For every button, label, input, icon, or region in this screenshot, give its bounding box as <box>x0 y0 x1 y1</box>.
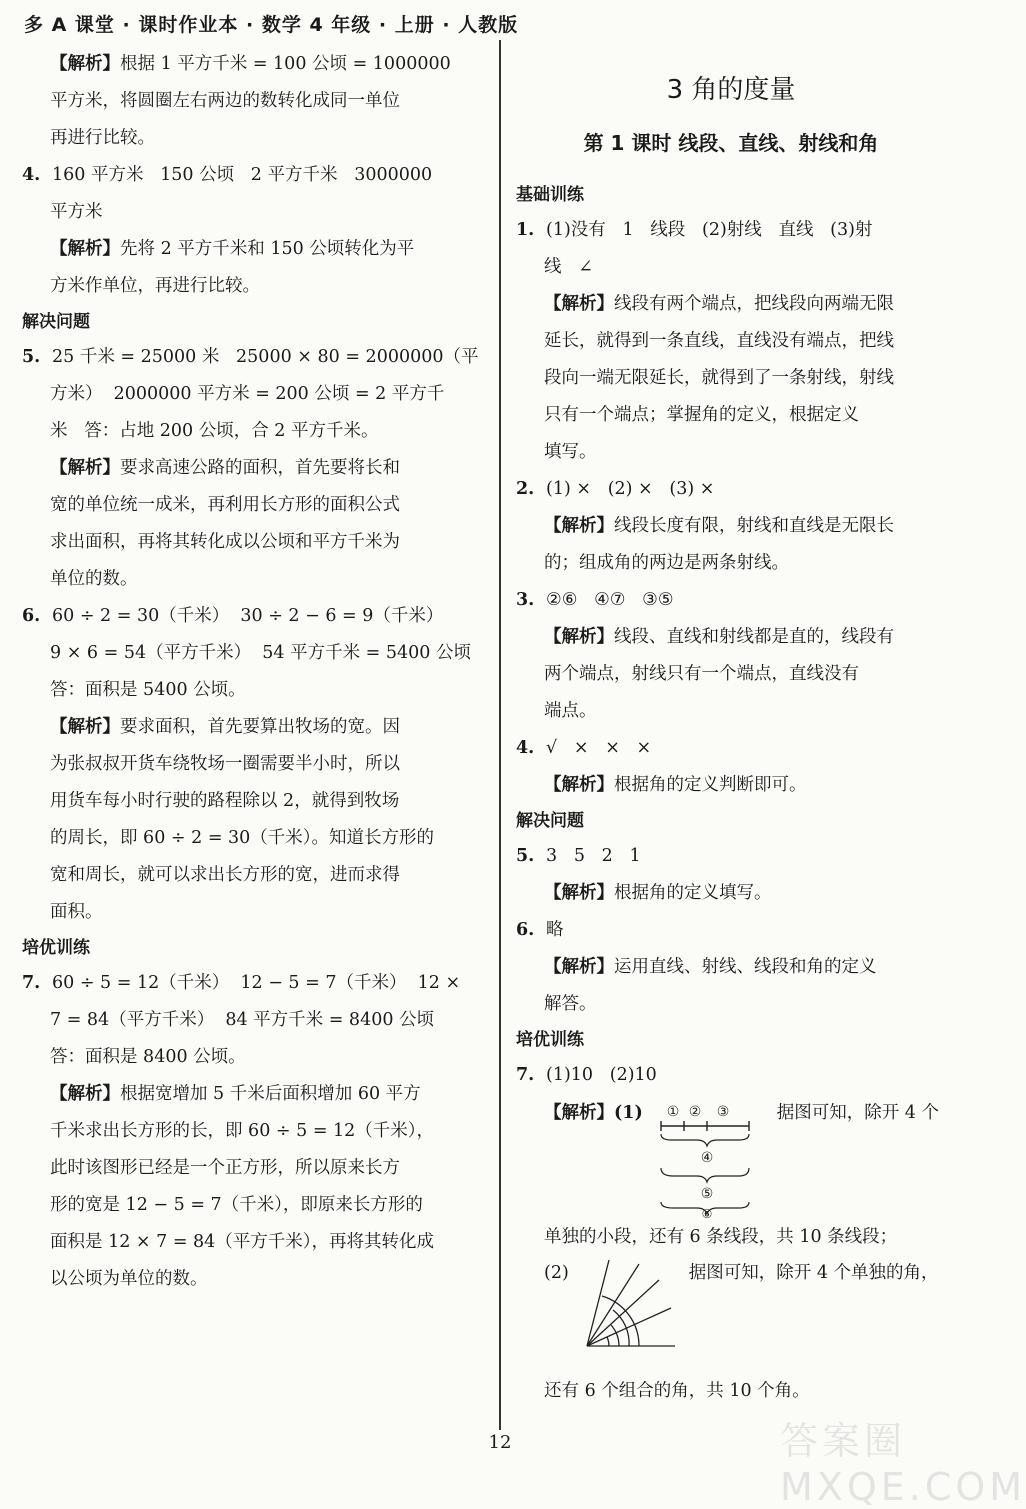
analysis-line <box>516 619 946 656</box>
angle-figure <box>579 1258 679 1358</box>
question-number: 4. <box>516 738 535 758</box>
seg-label-4: ④ <box>700 1150 714 1166</box>
text-line: 单位的数。 <box>50 569 138 589</box>
analysis-line <box>22 1076 474 1113</box>
section-heading: 解决问题 <box>22 312 90 332</box>
text-line: 平方米 <box>50 202 103 222</box>
question-line <box>516 1057 946 1094</box>
analysis-label: 【解析】 <box>544 775 614 795</box>
q7-part1-text: 据图可知，除开 4 个 <box>776 1103 940 1123</box>
q7-part1-after: 单独的小段，还有 6 条线段，共 10 条线段； <box>544 1227 898 1247</box>
text-line: 两个端点，射线只有一个端点，直线没有 <box>544 664 859 684</box>
section-heading: 基础训练 <box>516 185 584 205</box>
question-number: 6. <box>516 920 535 940</box>
text-line: 面积。 <box>50 902 103 922</box>
text-line: 延长，就得到一条直线，直线没有端点，把线 <box>544 331 894 351</box>
segment-figure <box>649 1100 769 1221</box>
text-line: 面积是 12 × 7 = 84（平方千米），再将其转化成 <box>50 1232 435 1252</box>
text-line: 答：面积是 8400 公顷。 <box>50 1047 246 1067</box>
question-line <box>516 838 946 875</box>
answer-text: (1) × (2) × (3) × <box>546 479 715 499</box>
analysis-text: 线段长度有限，射线和直线是无限长 <box>614 516 894 536</box>
text-line: 方米作单位，再进行比较。 <box>50 276 260 296</box>
text-line: 形的宽是 12 − 5 = 7（千米），即原来长方形的 <box>50 1195 423 1215</box>
text-line: 宽和周长，就可以求出长方形的宽，进而求得 <box>50 865 400 885</box>
column-divider <box>499 40 501 1430</box>
question-number: 5. <box>516 846 535 866</box>
text-line: 此时该图形已经是一个正方形，所以原来长方 <box>50 1158 400 1178</box>
section-heading: 培优训练 <box>22 938 90 958</box>
question-line <box>22 965 474 1002</box>
text-line: 以公顷为单位的数。 <box>50 1269 208 1289</box>
answer-text: 3 5 2 1 <box>546 846 641 866</box>
seg-label-6: ⑥ <box>701 1207 713 1221</box>
q7-part1 <box>516 1098 946 1406</box>
right-column-lines <box>516 178 946 1094</box>
text-line: 填写。 <box>544 442 597 462</box>
section-heading: 解决问题 <box>516 811 584 831</box>
question-number: 2. <box>516 479 535 499</box>
analysis-label: 【解析】 <box>50 1084 120 1104</box>
question-number: 1. <box>516 220 535 240</box>
section-heading: 培优训练 <box>516 1030 584 1050</box>
text-line: 用货车每小时行驶的路程除以 2，就得到牧场 <box>50 791 400 811</box>
question-number: 5. <box>22 347 41 367</box>
text-line: 9 × 6 = 54（平方千米） 54 平方千米 = 5400 公顷 <box>50 643 471 663</box>
lesson-title: 第 1 课时 线段、直线、射线和角 <box>583 131 879 155</box>
analysis-label: 【解析】 <box>544 294 614 314</box>
analysis-text: 要求高速公路的面积，首先要将长和 <box>120 458 400 478</box>
text-line: 平方米，将圆圈左右两边的数转化成同一单位 <box>50 91 400 111</box>
analysis-text: 根据 1 平方千米 = 100 公顷 = 1000000 <box>120 54 451 74</box>
text-line: 千米求出长方形的长，即 60 ÷ 5 = 12（千米）， <box>50 1121 435 1141</box>
question-number: 7. <box>22 973 41 993</box>
answer-text: 160 平方米 150 公顷 2 平方千米 3000000 <box>52 165 433 185</box>
analysis-line <box>22 450 474 487</box>
analysis-text: 线段、直线和射线都是直的，线段有 <box>614 627 894 647</box>
seg-label-3: ③ <box>716 1104 730 1120</box>
analysis-line <box>22 709 474 746</box>
seg-label-5: ⑤ <box>700 1186 714 1202</box>
text-line: 7 = 84（平方千米） 84 平方千米 = 8400 公顷 <box>50 1010 435 1030</box>
seg-label-2: ② <box>688 1104 702 1120</box>
analysis-text: 线段有两个端点，把线段向两端无限 <box>614 294 894 314</box>
analysis-label: 【解析】 <box>50 717 120 737</box>
analysis-line <box>516 286 946 323</box>
answer-text: 25 千米 = 25000 米 25000 × 80 = 2000000（平 <box>52 347 479 367</box>
analysis-line <box>22 46 474 83</box>
analysis-text: 先将 2 平方千米和 150 公顷转化为平 <box>120 239 415 259</box>
question-line <box>516 212 946 249</box>
page-header: 多 A 课堂 · 课时作业本 · 数学 4 年级 · 上册 · 人教版 <box>24 14 519 36</box>
analysis-text: 根据角的定义填写。 <box>614 883 772 903</box>
text-line: 端点。 <box>544 701 597 721</box>
text-line: 再进行比较。 <box>50 128 155 148</box>
analysis-text: 运用直线、射线、线段和角的定义 <box>614 957 877 977</box>
analysis-line <box>22 231 474 268</box>
question-line <box>22 157 474 194</box>
question-number: 3. <box>516 590 535 610</box>
analysis-line <box>516 875 946 912</box>
question-number: 6. <box>22 606 41 626</box>
q7-part2-text: 据图可知，除开 4 个单独的角， <box>688 1263 939 1283</box>
analysis-line <box>516 508 946 545</box>
question-line <box>22 598 474 635</box>
answer-text: 60 ÷ 2 = 30（千米） 30 ÷ 2 − 6 = 9（千米） <box>52 606 444 626</box>
page-number: 12 <box>488 1432 512 1453</box>
answer-text: ②⑥ ④⑦ ③⑤ <box>546 590 674 610</box>
analysis-label: 【解析】 <box>50 239 120 259</box>
analysis-label: 【解析】 <box>50 54 120 74</box>
question-number: 4. <box>22 165 41 185</box>
analysis-label: 【解析】 <box>544 627 614 647</box>
seg-label-1: ① <box>666 1104 680 1120</box>
answer-text: (1)10 (2)10 <box>546 1065 657 1085</box>
left-column <box>22 46 479 1298</box>
analysis-text: 要求面积，首先要算出牧场的宽。因 <box>120 717 400 737</box>
text-line: 的；组成角的两边是两条射线。 <box>544 553 789 573</box>
text-line: 段向一端无限延长，就得到了一条射线，射线 <box>544 368 894 388</box>
q7-part2-prefix: (2) <box>544 1263 569 1283</box>
text-line: 线 ∠ <box>544 257 593 277</box>
q7-part1-prefix: 【解析】(1) <box>544 1103 643 1123</box>
text-line: 求出面积，再将其转化成以公顷和平方千米为 <box>50 532 400 552</box>
watermark: 答案圈 MXQE.COM <box>780 1419 1026 1509</box>
text-line: 为张叔叔开货车绕牧场一圈需要半小时，所以 <box>50 754 400 774</box>
question-line <box>516 912 946 949</box>
chapter-title: 3 角的度量 <box>666 75 796 105</box>
text-line: 宽的单位统一成米，再利用长方形的面积公式 <box>50 495 400 515</box>
question-line <box>22 339 479 376</box>
analysis-label: 【解析】 <box>544 957 614 977</box>
answer-text: 略 <box>546 920 564 940</box>
text-line: 只有一个端点；掌握角的定义，根据定义 <box>544 405 859 425</box>
text-line: 方米） 2000000 平方米 = 200 公顷 = 2 平方千 <box>50 384 445 404</box>
text-line: 米 答：占地 200 公顷，合 2 平方千米。 <box>50 421 379 441</box>
answer-text: 60 ÷ 5 = 12（千米） 12 − 5 = 7（千米） 12 × <box>52 973 461 993</box>
analysis-text: 根据角的定义判断即可。 <box>614 775 807 795</box>
question-line <box>516 582 946 619</box>
text-line: 解答。 <box>544 994 597 1014</box>
question-line <box>516 730 946 767</box>
text-line: 的周长，即 60 ÷ 2 = 30（千米）。知道长方形的 <box>50 828 435 848</box>
question-line <box>516 471 946 508</box>
analysis-text: 根据宽增加 5 千米后面积增加 60 平方 <box>120 1084 421 1104</box>
analysis-line <box>516 949 946 986</box>
question-number: 7. <box>516 1065 535 1085</box>
q7-part2-after: 还有 6 个组合的角，共 10 个角。 <box>544 1381 810 1401</box>
text-line: 答：面积是 5400 公顷。 <box>50 680 246 700</box>
analysis-line <box>516 767 946 804</box>
right-column <box>516 46 946 1406</box>
answer-text: (1)没有 1 线段 (2)射线 直线 (3)射 <box>546 220 873 240</box>
answer-text: √ × × × <box>546 738 652 758</box>
analysis-label: 【解析】 <box>544 883 614 903</box>
analysis-label: 【解析】 <box>544 516 614 536</box>
analysis-label: 【解析】 <box>50 458 120 478</box>
